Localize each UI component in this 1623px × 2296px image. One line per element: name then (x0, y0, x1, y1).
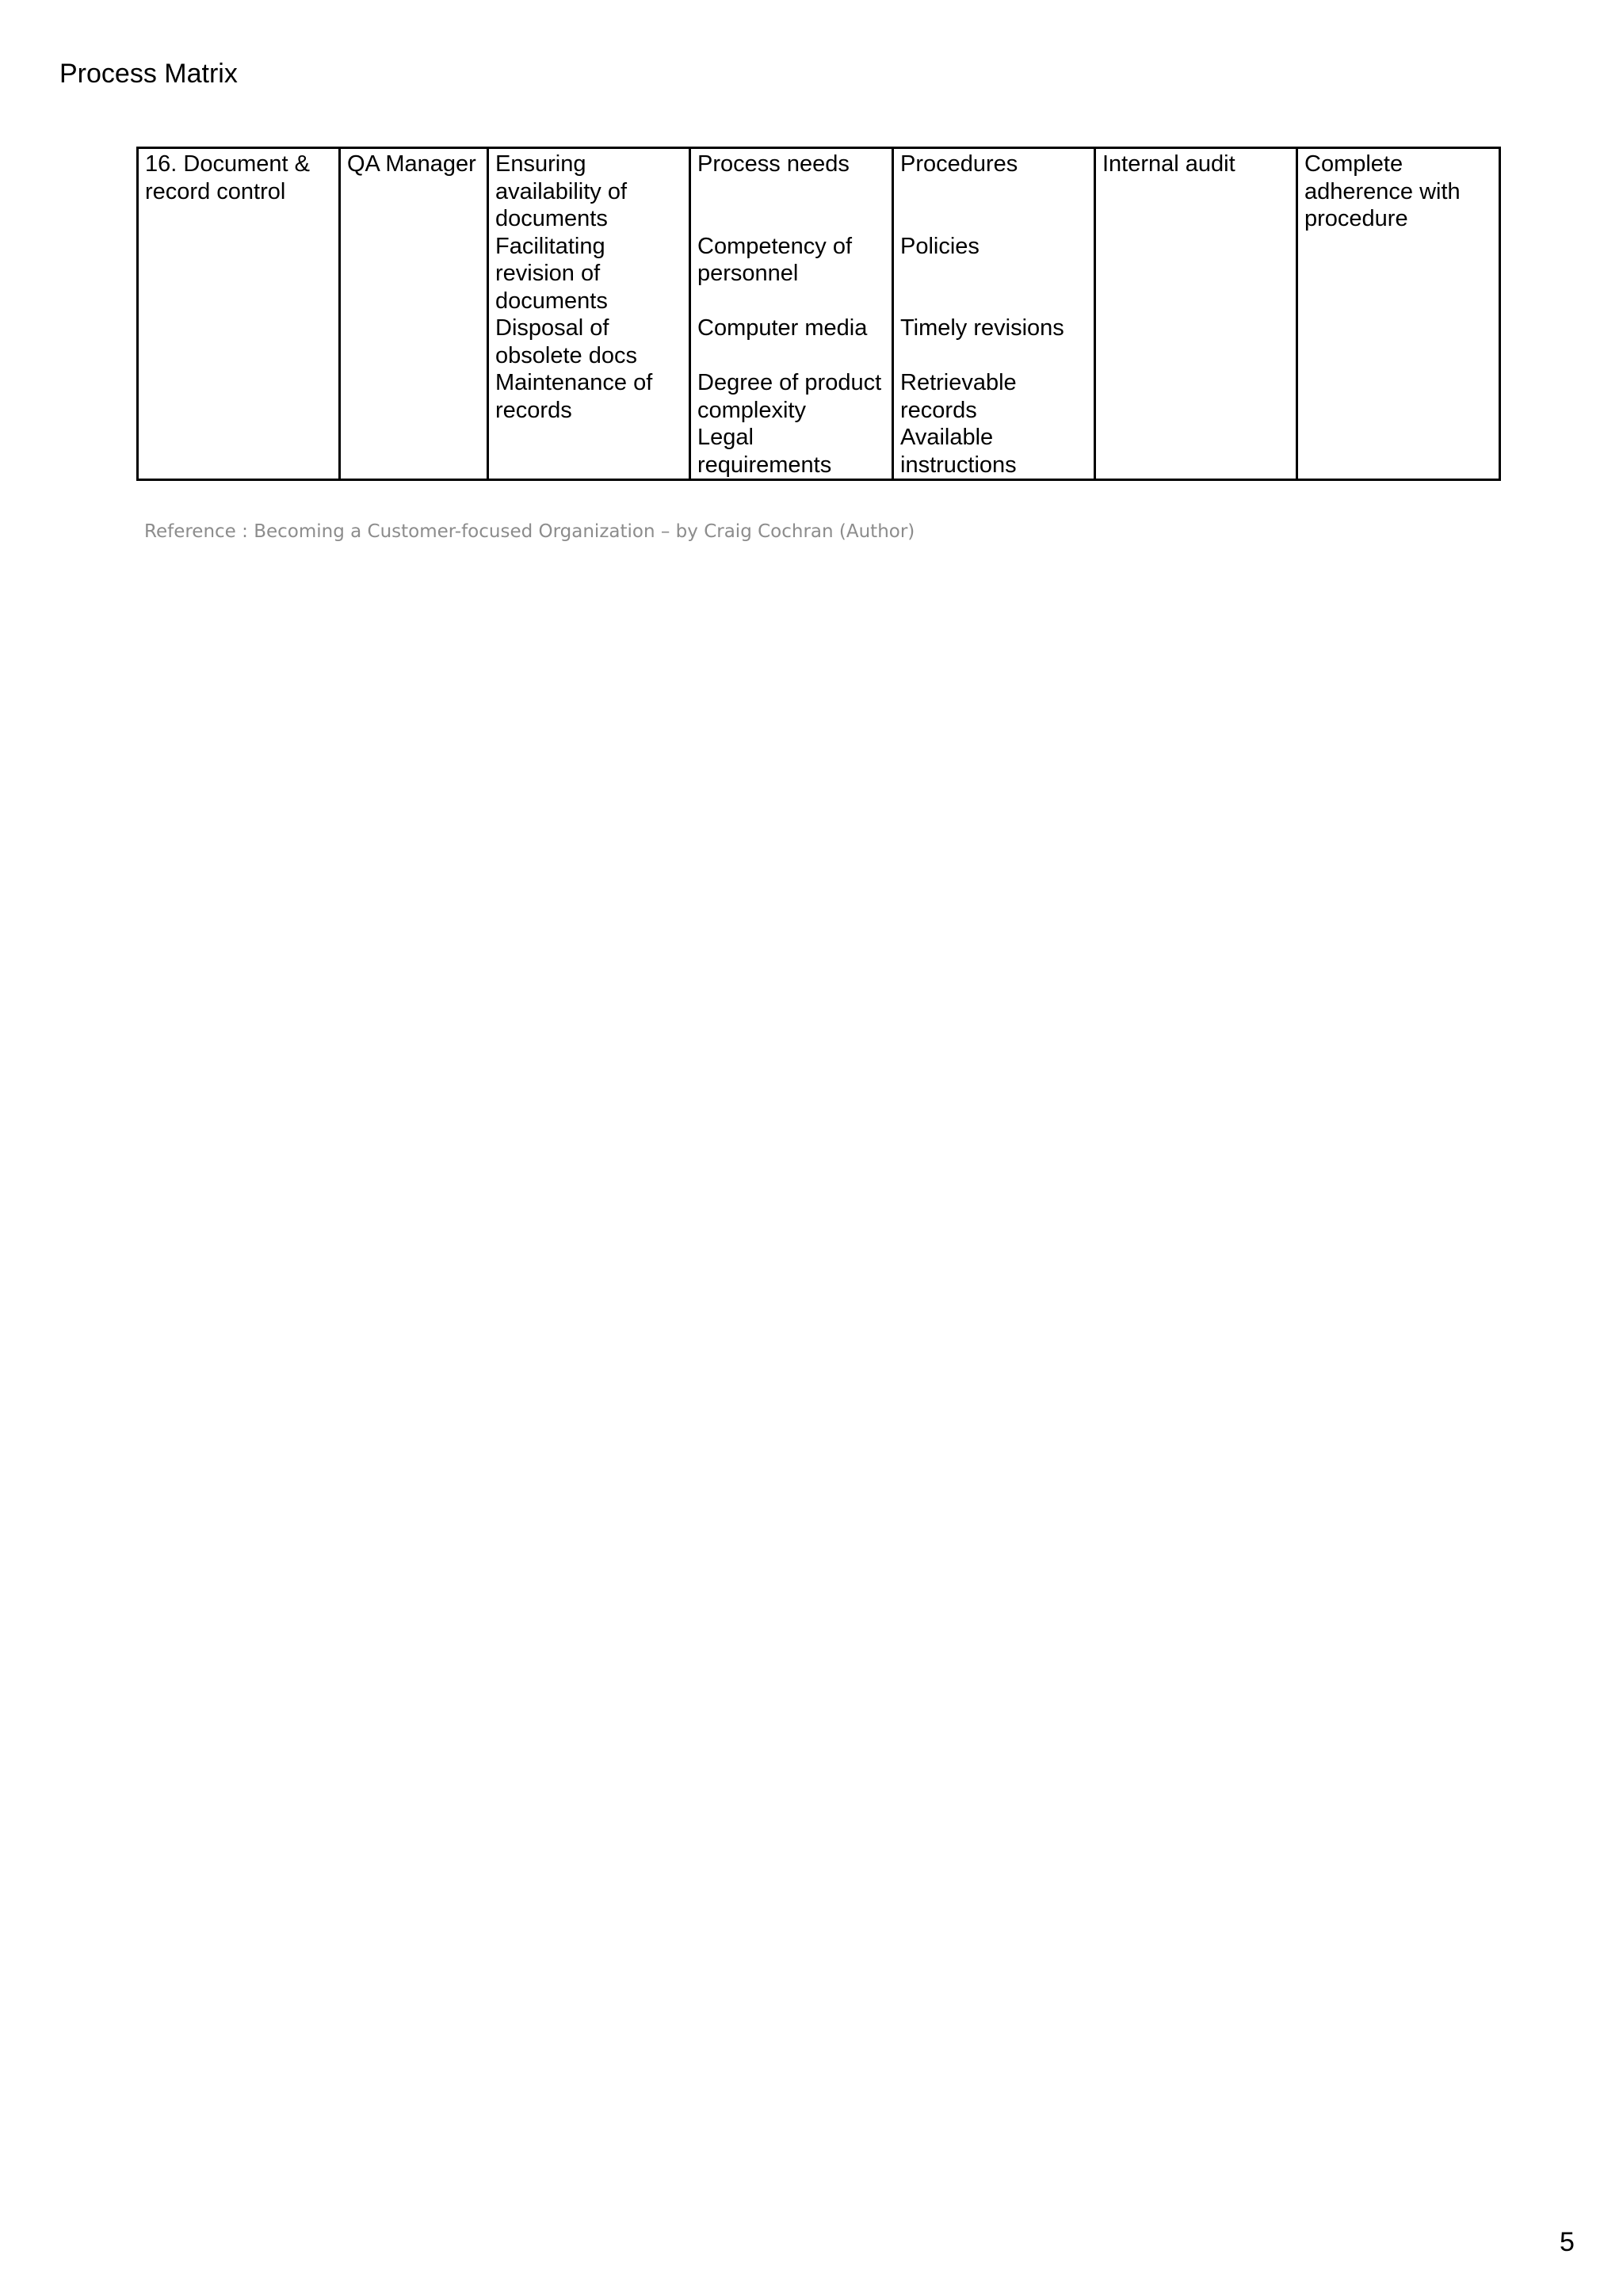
activity-item: Maintenance of records (495, 370, 653, 423)
process-owner: QA Manager (347, 151, 476, 177)
input-item: Competency of personnel (697, 233, 853, 286)
output-item: Available instructions (900, 425, 1017, 478)
reference-note: Reference : Becoming a Customer-focused Organization – by Craig Cochran (Author) (144, 521, 915, 542)
activities-cell (488, 148, 690, 480)
input-item: Legal requirements (697, 425, 832, 478)
outputs-cell (893, 148, 1095, 480)
inputs-cell (690, 148, 893, 480)
page-number: 5 (1560, 2227, 1575, 2257)
output-item: Retrievable records (900, 370, 1017, 423)
activity-item: Facilitating revision of documents (495, 233, 608, 314)
output-item: Timely revisions (900, 315, 1064, 341)
input-item: Process needs (697, 151, 850, 177)
input-item: Computer media (697, 315, 868, 341)
activity-item: Ensuring availability of documents (495, 151, 628, 231)
process-name: 16. Document & record control (145, 151, 310, 204)
measure-cell (1095, 148, 1297, 480)
target-text: Complete adherence with procedure (1304, 151, 1461, 231)
owner-cell (340, 148, 488, 480)
page-title: Process Matrix (59, 59, 238, 89)
activity-item: Disposal of obsolete docs (495, 315, 637, 368)
output-item: Policies (900, 233, 980, 259)
target-cell (1297, 148, 1500, 480)
table-row (138, 148, 1500, 480)
measure-text: Internal audit (1102, 151, 1235, 177)
process-cell (138, 148, 340, 480)
input-item: Degree of product complexity (697, 370, 882, 423)
process-matrix-table (136, 147, 1501, 481)
output-item: Procedures (900, 151, 1018, 177)
